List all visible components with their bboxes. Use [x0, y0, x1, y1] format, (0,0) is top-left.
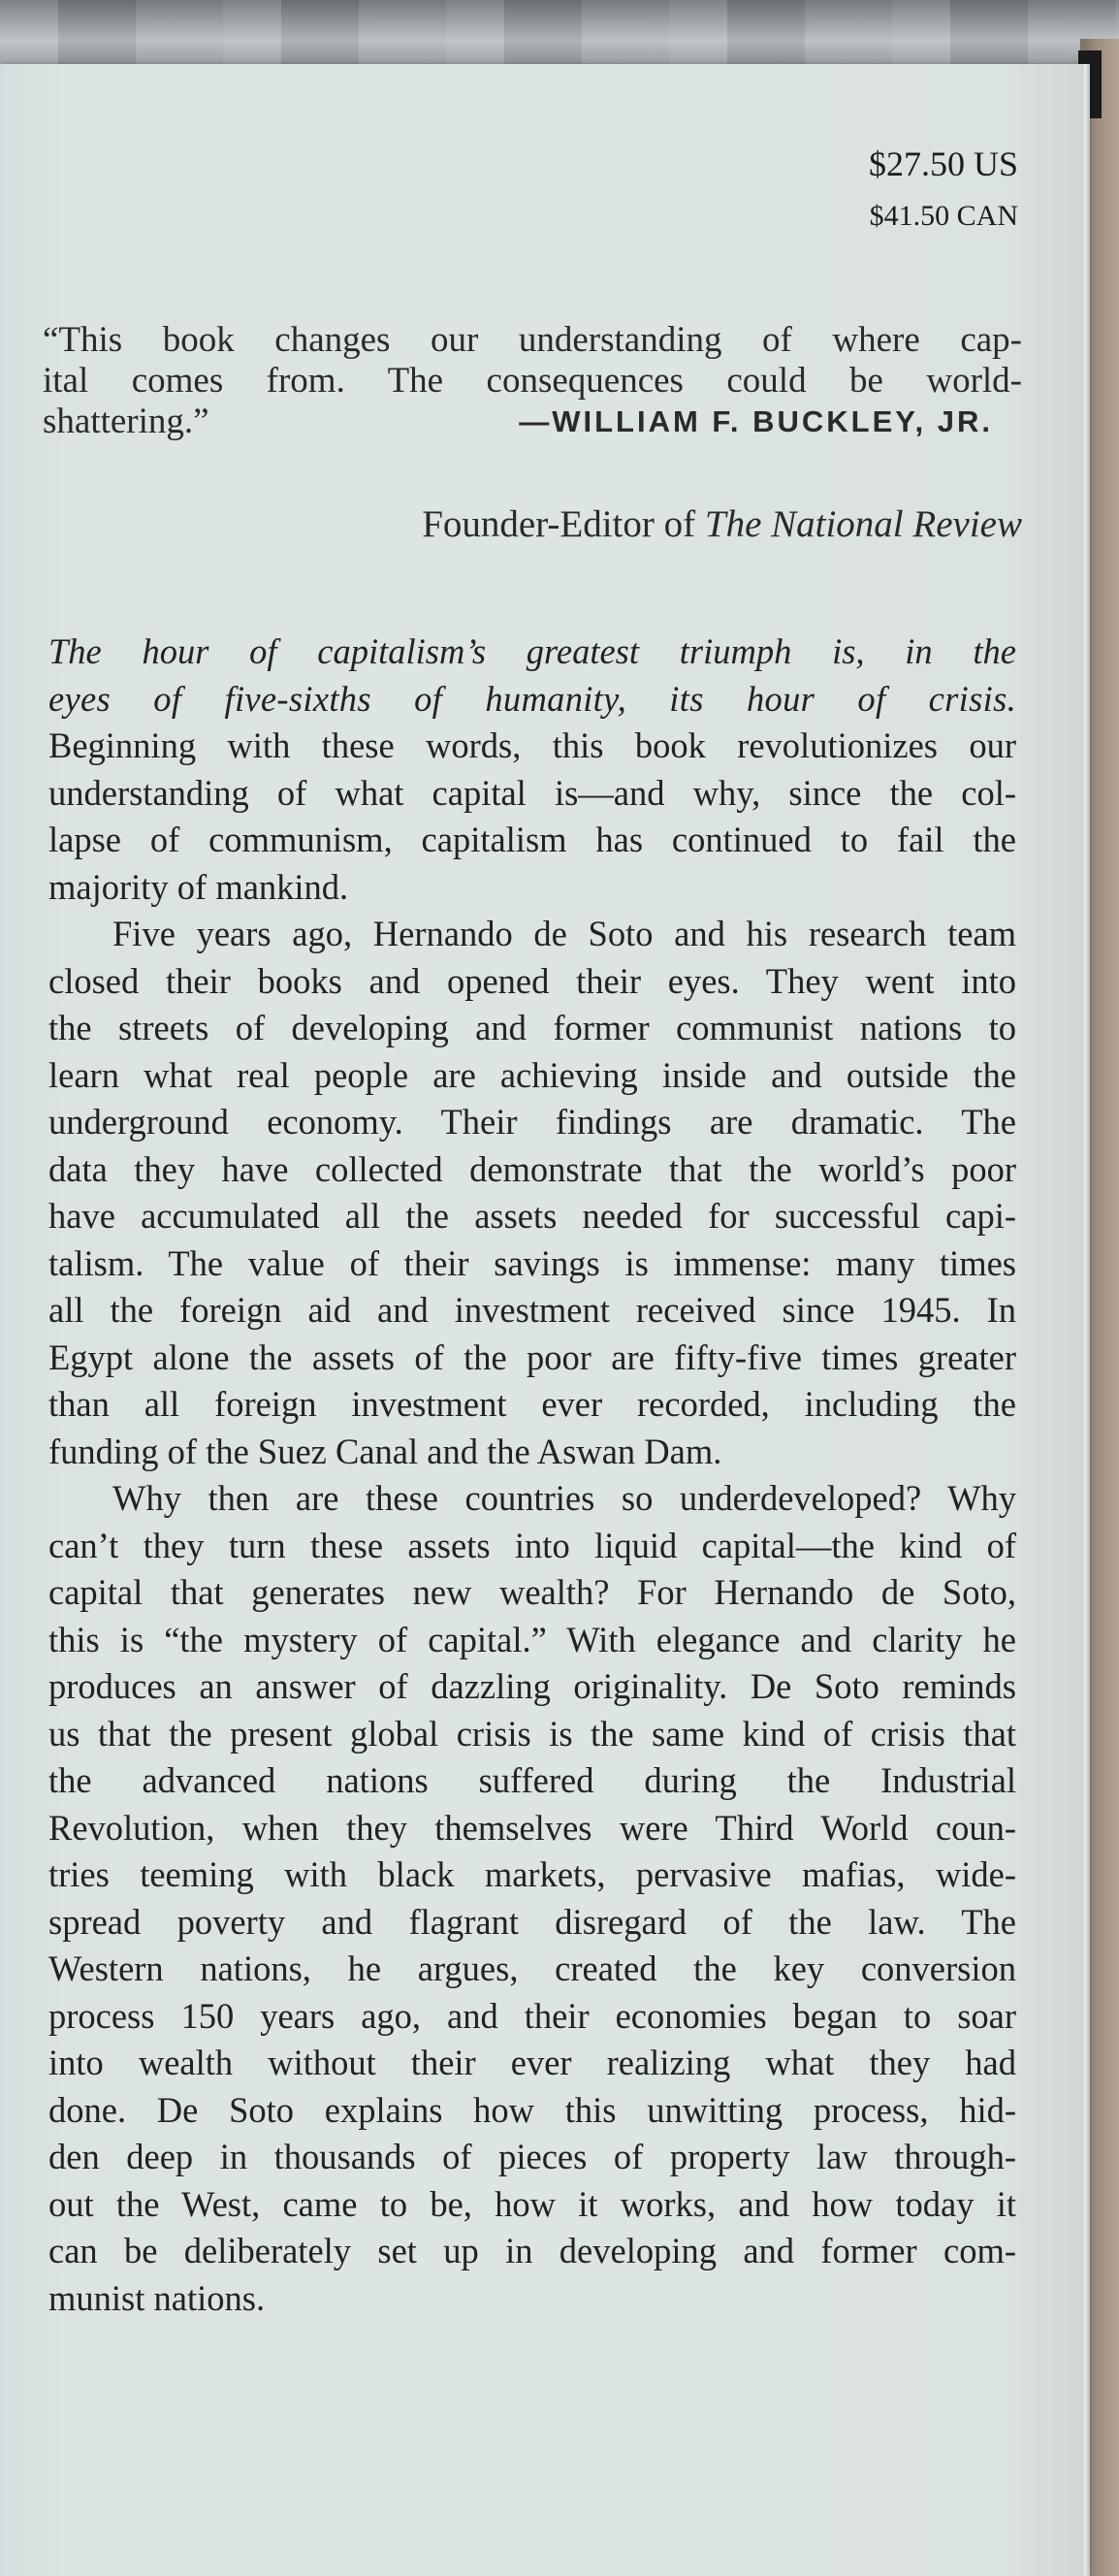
body-line: all the foreign aid and investment received since 1945. In — [48, 1290, 1016, 1330]
price-can: $41.50 CAN — [869, 200, 1018, 232]
body-line: understanding of what capital is—and why, since the col- — [48, 772, 1016, 813]
body-line: Western nations, he argues, created the key conversion — [48, 1948, 1016, 1988]
body-line: data they have collected demonstrate that the world’s poor — [48, 1148, 1016, 1189]
body-line: the advanced nations suffered during the Industrial — [48, 1760, 1016, 1800]
body-line: spread poverty and flagrant disregard of the law. The — [48, 1901, 1016, 1942]
price-us: $27.50 US — [868, 145, 1018, 183]
body-line: process 150 years ago, and their economies began to soar — [48, 1995, 1016, 2036]
body-line: closed their books and opened their eyes. They went into — [48, 960, 1016, 1001]
quote-line: shattering.” — [43, 402, 209, 441]
attribution-publication: The National Review — [704, 503, 1022, 545]
attribution-role-prefix: Founder-Editor of — [422, 503, 705, 545]
opening-italic-line: The hour of capitalism’s greatest triumph is, in the — [48, 631, 1016, 671]
body-line: can’t they turn these assets into liquid capital—the kind of — [48, 1525, 1016, 1565]
flap-description — [48, 628, 1016, 2322]
top-background-strip — [0, 0, 1119, 68]
body-line: the streets of developing and former communist nations to — [48, 1008, 1016, 1047]
opening-italic-line: eyes of five-sixths of humanity, its hour of crisis. — [48, 678, 1016, 719]
body-line: us that the present global crisis is the same kind of crisis that — [48, 1713, 1016, 1754]
body-line: out the West, came to be, how it works, and how today it — [48, 2183, 1016, 2224]
quote-attribution-role — [422, 502, 1022, 546]
body-line: Five years ago, Hernando de Soto and his research team — [112, 914, 1016, 953]
quote-attribution-name: —WILLIAM F. BUCKLEY, JR. — [519, 404, 993, 438]
body-line: tries teeming with black markets, pervasive mafias, wide- — [48, 1854, 1016, 1894]
body-line: Beginning with these words, this book revolutionizes our — [48, 725, 1016, 765]
body-line: done. De Soto explains how this unwitting process, hid- — [48, 2089, 1016, 2130]
body-line: can be deliberately set up in developing and former com- — [48, 2231, 1016, 2270]
body-line: learn what real people are achieving inside and outside the — [48, 1054, 1016, 1095]
body-line: than all foreign investment ever recorded, including the — [48, 1384, 1016, 1424]
quote-line: ital comes from. The consequences could be world- — [43, 361, 1022, 401]
body-line: this is “the mystery of capital.” With elegance and clarity he — [48, 1619, 1016, 1659]
blurb-quote — [43, 320, 1022, 442]
body-line: have accumulated all the assets needed for successful capi- — [48, 1196, 1016, 1236]
body-line: den deep in thousands of pieces of property law through- — [48, 2137, 1016, 2176]
body-line: Revolution, when they themselves were Third World coun- — [48, 1807, 1016, 1848]
body-line: Egypt alone the assets of the poor are fifty-five times greater — [48, 1336, 1016, 1377]
quote-line: “This book changes our understanding of where cap- — [43, 320, 1022, 360]
body-line: majority of mankind. — [48, 866, 349, 907]
body-line: talism. The value of their savings is immense: many times — [48, 1242, 1016, 1283]
body-line: munist nations. — [48, 2277, 266, 2318]
body-line: lapse of communism, capitalism has continued to fail the — [48, 820, 1016, 859]
quote-last-line — [43, 402, 1022, 442]
body-line: Why then are these countries so underdeveloped? Why — [112, 1478, 1016, 1518]
body-line: produces an answer of dazzling originality. De Soto reminds — [48, 1666, 1016, 1706]
body-line: capital that generates new wealth? For Hernando de Soto, — [48, 1572, 1016, 1612]
body-line: funding of the Suez Canal and the Aswan Dam. — [48, 1431, 722, 1471]
body-line: into wealth without their ever realizing what they had — [48, 2043, 1016, 2082]
body-line: underground economy. Their findings are dramatic. The — [48, 1102, 1016, 1142]
jacket-flap-edge — [1084, 64, 1090, 2576]
